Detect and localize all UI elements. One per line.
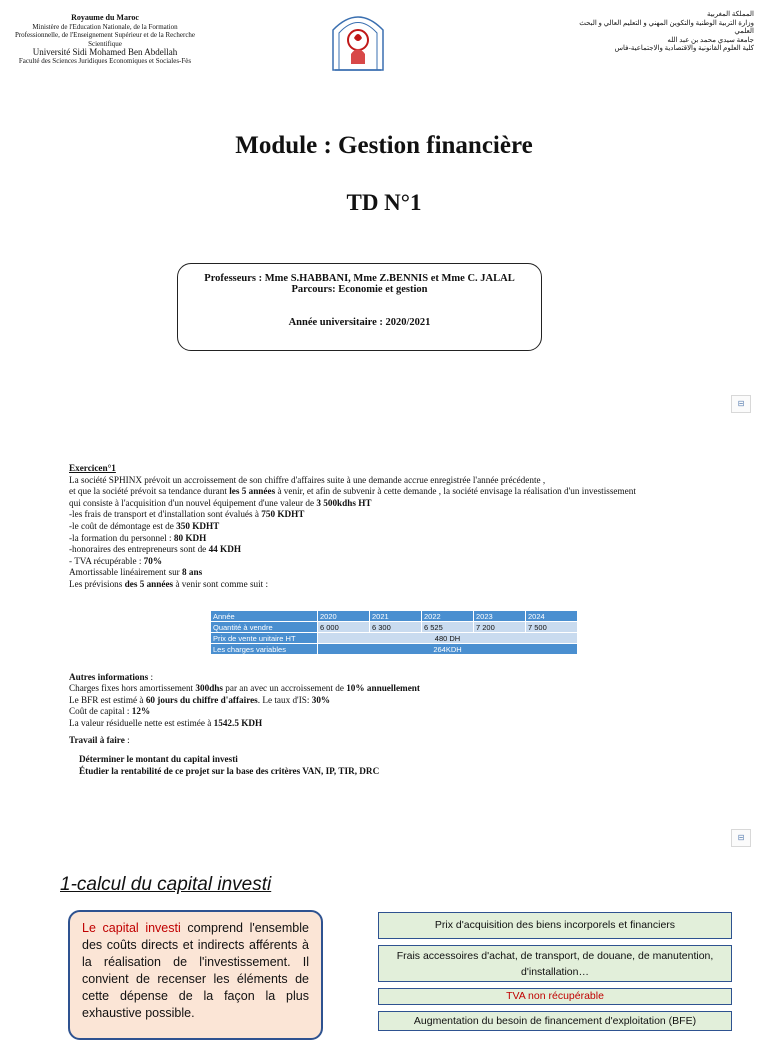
university-name-arabic: جامعة سيدي محمد بن عبد الله <box>667 35 754 44</box>
quantity-cell: 7 500 <box>526 622 578 633</box>
year-cell: 2020 <box>318 611 370 622</box>
professors-line: Professeurs : Mme S.HABBANI, Mme Z.BENNIS et Mme C. JALAL <box>204 273 515 284</box>
row-label-cell: Les charges variables <box>211 644 318 655</box>
other-information <box>69 672 749 777</box>
kingdom-name: Royaume du Maroc <box>71 13 139 22</box>
definition-text: comprend l'ensemble des coûts directs et indirects afférents à la réalisation de l'investissement. Il convient de recenser les éléments de cette dépense de la façon la plus exhaustive possible. <box>82 921 309 1020</box>
quantity-cell: 6 525 <box>422 622 474 633</box>
exercise-line: -la formation du personnel : 80 KDH <box>69 532 207 543</box>
faculty-name-arabic: كلية العلوم القانونية والاقتصادية والاجتماعية-فاس <box>614 44 754 52</box>
year-cell: 2023 <box>474 611 526 622</box>
task-item: Déterminer le montant du capital investi <box>79 754 238 765</box>
definition-box <box>68 910 323 1040</box>
module-title: Module : Gestion financière <box>235 132 533 159</box>
cost-item-box: Prix d'acquisition des biens incorporels et financiers <box>378 912 732 939</box>
table-row <box>211 633 578 644</box>
exercise-line: -le coût de démontage est de 350 KDHT <box>69 520 220 531</box>
info-line: Le BFR est estimé à 60 jours du chiffre d'affaires. Le taux d'IS: 30% <box>69 694 331 705</box>
td-title: TD N°1 <box>346 190 422 215</box>
exercise-line: Amortissable linéairement sur 8 ans <box>69 567 203 578</box>
cost-item-box: TVA non récupérable <box>378 988 732 1005</box>
info-line: La valeur résiduelle nette est estimée à 1542.5 KDH <box>69 717 263 728</box>
cost-item-box: Augmentation du besoin de financement d'exploitation (BFE) <box>378 1011 732 1031</box>
row-label-cell: Quantité à vendre <box>211 622 318 633</box>
exercise-line: Les prévisions des 5 années à venir sont comme suit : <box>69 578 269 589</box>
header-right <box>569 10 754 53</box>
exercise-line: qui consiste à l'acquisition d'un nouvel équipement d'une valeur de 3 500kdhs HT <box>69 497 372 508</box>
definition-term: Le capital investi <box>82 921 181 935</box>
price-cell: 480 DH <box>318 633 578 644</box>
cost-item-box: Frais accessoires d'achat, de transport, de douane, de manutention, d'installation… <box>378 945 732 982</box>
quantity-cell: 6 000 <box>318 622 370 633</box>
exercise-line: La société SPHINX prévoit un accroissement de son chiffre d'affaires suite à une demande accrue enregistrée l'année précédente , <box>69 474 546 485</box>
kingdom-name-arabic: المملكة المغربية <box>706 10 754 18</box>
table-header-cell: Année <box>211 611 318 622</box>
page-view-icon[interactable]: ⊟ <box>731 395 751 413</box>
page-view-icon[interactable]: ⊟ <box>731 829 751 847</box>
university-seal-icon <box>325 8 391 74</box>
exercise-heading: Exercicen°1 <box>69 463 116 473</box>
ministry-name-arabic: وزارة التربية الوطنية والتكوين المهني و التعليم العالي و البحث العلمي <box>579 18 754 35</box>
exercise-line: et que la société prévoit sa tendance durant les 5 années à venir, et afin de subvenir à cette demande , la société envisage la réalisation d'un investissement <box>69 486 636 497</box>
parcours-line: Parcours: Economie et gestion <box>291 284 428 295</box>
ministry-name: Ministère de l'Education Nationale, de la Formation Professionnelle, de l'Enseignement Supérieur et de la Recherche Scientifique <box>14 22 196 48</box>
university-name: Université Sidi Mohamed Ben Abdellah <box>32 47 178 57</box>
section-heading: 1-calcul du capital investi <box>60 874 272 895</box>
year-cell: 2022 <box>422 611 474 622</box>
forecast-table <box>210 610 578 655</box>
exercise-line: -les frais de transport et d'installation sont évalués à 750 KDHT <box>69 509 305 520</box>
other-info-heading: Autres informations : <box>69 672 154 682</box>
academic-year-line: Année universitaire : 2020/2021 <box>288 317 431 328</box>
info-box <box>177 263 542 351</box>
exercise-line: -honoraires des entrepreneurs sont de 44 KDH <box>69 544 241 555</box>
year-cell: 2024 <box>526 611 578 622</box>
quantity-cell: 7 200 <box>474 622 526 633</box>
charges-cell: 264KDH <box>318 644 578 655</box>
table-row <box>211 644 578 655</box>
quantity-cell: 6 300 <box>370 622 422 633</box>
year-cell: 2021 <box>370 611 422 622</box>
exercise-line: - TVA récupérable : 70% <box>69 555 163 566</box>
task-item: Étudier la rentabilité de ce projet sur la base des critères VAN, IP, TIR, DRC <box>79 765 380 776</box>
info-line: Charges fixes hors amortissement 300dhs par an avec un accroissement de 10% annuellement <box>69 683 420 694</box>
row-label-cell: Prix de vente unitaire HT <box>211 633 318 644</box>
table-row <box>211 622 578 633</box>
exercise-statement <box>69 463 749 591</box>
info-line: Coût de capital : 12% <box>69 706 151 717</box>
work-heading: Travail à faire : <box>69 735 130 746</box>
faculty-name: Faculté des Sciences Juridiques Economiques et Sociales-Fès <box>18 56 192 65</box>
header-left <box>10 14 200 65</box>
table-row <box>211 611 578 622</box>
